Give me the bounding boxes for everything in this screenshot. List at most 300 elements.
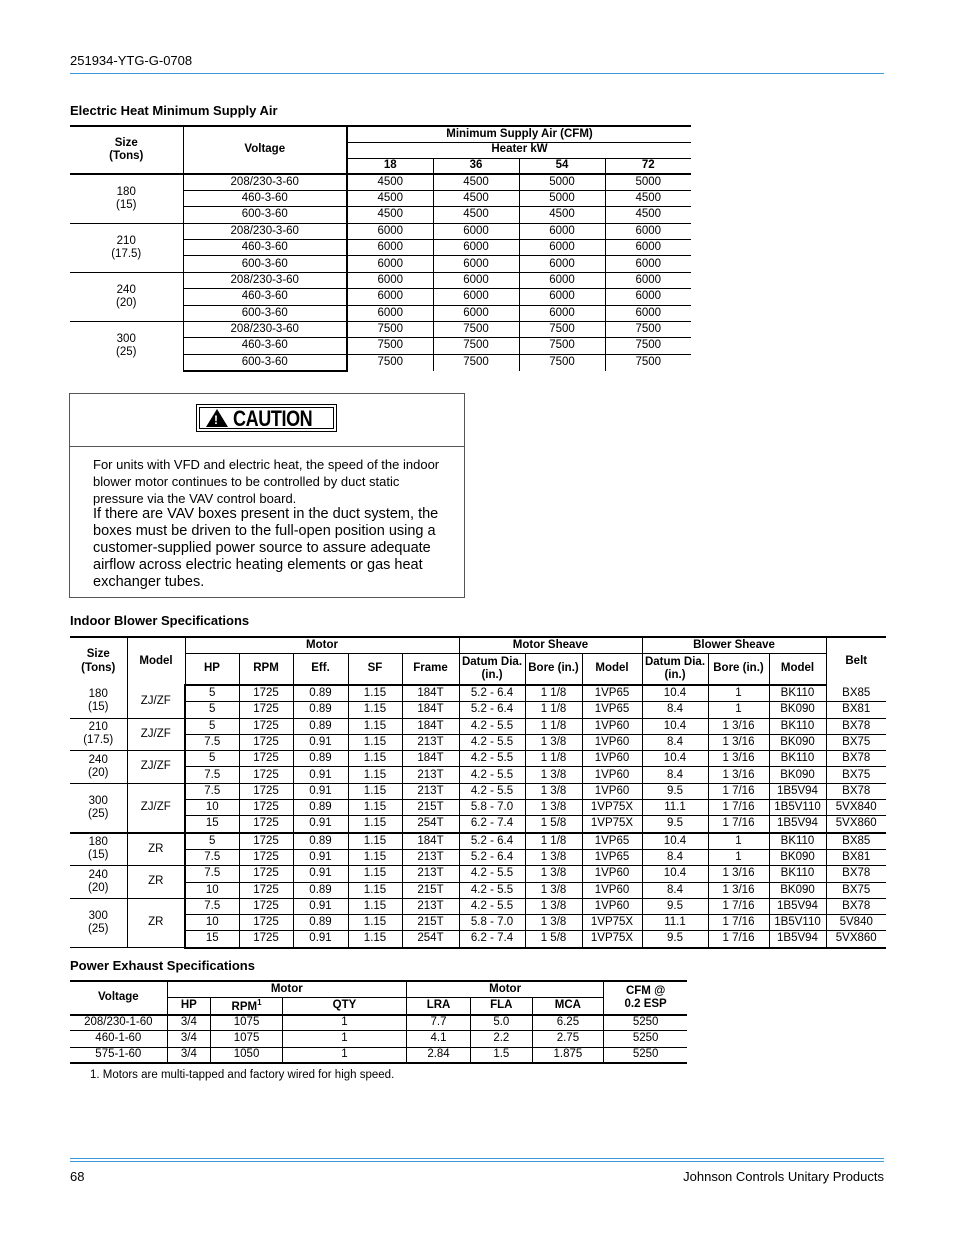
- cfm-cell: 6000: [605, 240, 691, 256]
- frame-cell: 215T: [402, 800, 459, 816]
- blower-sheave-model-cell: BK090: [769, 849, 826, 865]
- blower-bore-cell: 1 7/16: [708, 898, 769, 914]
- motor-datum-cell: 5.2 - 6.4: [459, 849, 525, 865]
- belt-cell: BX81: [826, 849, 886, 865]
- cfm-cell: 6000: [519, 223, 605, 239]
- header-motor-1: Motor: [167, 981, 406, 997]
- cfm-cell: 7500: [433, 354, 519, 370]
- header-motor-sheave: Motor Sheave: [459, 637, 642, 653]
- blower-bore-cell: 1 3/16: [708, 882, 769, 898]
- header-voltage: Voltage: [70, 981, 167, 1015]
- motor-sheave-model-cell: 1VP60: [582, 734, 642, 750]
- blower-datum-cell: 10.4: [642, 751, 708, 767]
- size-cell: [70, 751, 127, 784]
- rpm-cell: 1725: [239, 734, 293, 750]
- motor-datum-cell: 5.8 - 7.0: [459, 915, 525, 931]
- cfm-cell: 6000: [347, 272, 433, 288]
- cfm-cell: 6000: [605, 289, 691, 305]
- caution-paragraph-2: If there are VAV boxes present in the duct system, the boxes must be driven to the full-open position using a customer-supplied power source to assure adequate airflow across electric heating elements or gas heat exchanger tubes.: [93, 506, 439, 590]
- hp-cell: 3/4: [167, 1015, 210, 1031]
- footnote: 1. Motors are multi-tapped and factory wired for high speed.: [90, 1069, 395, 1081]
- eff-cell: 0.91: [293, 767, 348, 783]
- table-row: [70, 1047, 687, 1063]
- sf-cell: 1.15: [348, 767, 402, 783]
- belt-cell: 5VX860: [826, 816, 886, 833]
- belt-cell: BX75: [826, 734, 886, 750]
- rpm-cell: 1725: [239, 685, 293, 702]
- size-value: 210: [88, 721, 108, 734]
- fla-cell: 5.0: [471, 1015, 532, 1031]
- caution-badge: ! CAUTION: [196, 404, 337, 432]
- header-blower-sheave: Blower Sheave: [642, 637, 826, 653]
- motor-sheave-model-cell: 1VP75X: [582, 800, 642, 816]
- tons-value: (25): [88, 923, 109, 936]
- hp-cell: 7.5: [185, 898, 239, 914]
- table-row: [70, 800, 886, 816]
- size-value: 180: [88, 688, 108, 701]
- rpm-cell: 1725: [239, 931, 293, 948]
- motor-sheave-model-cell: 1VP65: [582, 702, 642, 718]
- cfm-cell: 4500: [605, 190, 691, 206]
- rpm-cell: 1725: [239, 702, 293, 718]
- table-row: [70, 702, 886, 718]
- voltage-cell: 208/230-3-60: [183, 272, 347, 288]
- motor-sheave-model-cell: 1VP65: [582, 849, 642, 865]
- motor-datum-cell: 6.2 - 7.4: [459, 816, 525, 833]
- size-cell: [70, 685, 127, 718]
- motor-sheave-model-cell: 1VP65: [582, 833, 642, 850]
- motor-bore-cell: 1 3/8: [525, 915, 582, 931]
- cfm-cell: 6000: [605, 272, 691, 288]
- header-rpm: RPM$^1$: [211, 997, 283, 1015]
- rpm-cell: 1725: [239, 915, 293, 931]
- cfm-cell: 7500: [605, 322, 691, 338]
- cfm-cell: 6000: [519, 289, 605, 305]
- header-voltage: Voltage: [183, 126, 347, 174]
- sf-cell: 1.15: [348, 915, 402, 931]
- model-cell: ZJ/ZF: [127, 718, 185, 751]
- frame-cell: 213T: [402, 783, 459, 799]
- size-cell: [70, 866, 127, 899]
- rpm-cell: 1725: [239, 767, 293, 783]
- belt-cell: 5VX840: [826, 800, 886, 816]
- belt-cell: BX75: [826, 767, 886, 783]
- voltage-cell: 600-3-60: [183, 305, 347, 321]
- cfm-cell: 7500: [519, 354, 605, 370]
- blower-sheave-model-cell: BK110: [769, 751, 826, 767]
- blower-datum-cell: 8.4: [642, 849, 708, 865]
- electric-heat-title: Electric Heat Minimum Supply Air: [70, 103, 278, 118]
- rpm-cell: 1725: [239, 898, 293, 914]
- frame-cell: 184T: [402, 751, 459, 767]
- size-cell: [70, 223, 183, 272]
- voltage-cell: 600-3-60: [183, 207, 347, 223]
- blower-bore-cell: 1: [708, 833, 769, 850]
- cfm-cell: 4500: [433, 190, 519, 206]
- hp-cell: 7.5: [185, 849, 239, 865]
- hp-cell: 10: [185, 882, 239, 898]
- header-qty: QTY: [283, 997, 407, 1015]
- blower-bore-cell: 1 3/16: [708, 751, 769, 767]
- table-row: [70, 898, 886, 914]
- size-value: 180: [116, 185, 136, 198]
- blower-sheave-model-cell: BK090: [769, 734, 826, 750]
- header-rule: [70, 73, 884, 74]
- frame-cell: 213T: [402, 734, 459, 750]
- company-name: Johnson Controls Unitary Products: [683, 1169, 884, 1184]
- eff-cell: 0.91: [293, 866, 348, 882]
- header-rpm: RPM: [239, 653, 293, 685]
- motor-datum-cell: 5.2 - 6.4: [459, 702, 525, 718]
- cfm-cell: 4500: [347, 207, 433, 223]
- table-row: [70, 272, 691, 288]
- header-model: Model: [127, 637, 185, 685]
- frame-cell: 215T: [402, 882, 459, 898]
- motor-sheave-model-cell: 1VP60: [582, 898, 642, 914]
- motor-bore-cell: 1 3/8: [525, 849, 582, 865]
- header-fla: FLA: [471, 997, 532, 1015]
- blower-spec-table: [70, 636, 886, 949]
- hp-cell: 7.5: [185, 767, 239, 783]
- hp-cell: 7.5: [185, 783, 239, 799]
- header-motor-bore: Bore (in.): [525, 653, 582, 685]
- caution-label: CAUTION: [233, 406, 313, 431]
- motor-sheave-model-cell: 1VP65: [582, 685, 642, 702]
- hp-cell: 5: [185, 702, 239, 718]
- motor-bore-cell: 1 5/8: [525, 816, 582, 833]
- blower-bore-cell: 1 7/16: [708, 800, 769, 816]
- rpm-cell: 1075: [211, 1015, 283, 1031]
- motor-sheave-model-cell: 1VP75X: [582, 915, 642, 931]
- header-motor-sheave-model: Model: [582, 653, 642, 685]
- rpm-cell: 1725: [239, 800, 293, 816]
- lra-cell: 7.7: [406, 1015, 470, 1031]
- table-row: [70, 685, 886, 702]
- blower-sheave-model-cell: BK110: [769, 866, 826, 882]
- blower-datum-cell: 9.5: [642, 931, 708, 948]
- header-min-supply-air: Minimum Supply Air (CFM): [347, 126, 691, 142]
- model-cell: ZJ/ZF: [127, 783, 185, 832]
- belt-cell: 5VX860: [826, 931, 886, 948]
- tons-value: (20): [88, 882, 109, 895]
- tons-value: (20): [88, 766, 109, 779]
- frame-cell: 184T: [402, 685, 459, 702]
- sf-cell: 1.15: [348, 816, 402, 833]
- blower-sheave-model-cell: 1B5V94: [769, 898, 826, 914]
- table-row: [70, 223, 691, 239]
- cfm-cell: 5250: [604, 1047, 687, 1063]
- size-cell: [70, 898, 127, 947]
- model-cell: ZJ/ZF: [127, 751, 185, 784]
- table-row: [70, 1015, 687, 1031]
- cfm-cell: 6000: [519, 256, 605, 272]
- size-value: 240: [88, 868, 108, 881]
- table-row: [70, 322, 691, 338]
- voltage-cell: 460-3-60: [183, 190, 347, 206]
- cfm-cell: 6000: [519, 240, 605, 256]
- table-row: [70, 816, 886, 833]
- header-motor-2: Motor: [406, 981, 603, 997]
- sf-cell: 1.15: [348, 718, 402, 734]
- voltage-cell: 208/230-3-60: [183, 174, 347, 190]
- cfm-cell: 6000: [605, 223, 691, 239]
- sf-cell: 1.15: [348, 800, 402, 816]
- sf-cell: 1.15: [348, 882, 402, 898]
- blower-datum-cell: 9.5: [642, 898, 708, 914]
- lra-cell: 2.84: [406, 1047, 470, 1063]
- blower-bore-cell: 1 3/16: [708, 734, 769, 750]
- frame-cell: 213T: [402, 866, 459, 882]
- table-row: [70, 718, 886, 734]
- header-motor-datum: Datum Dia. (in.): [459, 653, 525, 685]
- tons-value: (25): [88, 807, 109, 820]
- frame-cell: 215T: [402, 915, 459, 931]
- table-row: [70, 734, 886, 750]
- cfm-cell: 7500: [347, 338, 433, 354]
- table-row: [70, 833, 886, 850]
- tons-value: (15): [88, 849, 109, 862]
- motor-sheave-model-cell: 1VP60: [582, 751, 642, 767]
- motor-bore-cell: 1 3/8: [525, 767, 582, 783]
- motor-bore-cell: 1 1/8: [525, 751, 582, 767]
- cfm-cell: 5250: [604, 1015, 687, 1031]
- belt-cell: BX85: [826, 685, 886, 702]
- power-exhaust-table: [70, 980, 687, 1064]
- fla-cell: 2.2: [471, 1031, 532, 1047]
- voltage-cell: 208/230-3-60: [183, 223, 347, 239]
- blower-sheave-model-cell: 1B5V94: [769, 816, 826, 833]
- rpm-cell: 1725: [239, 866, 293, 882]
- blower-sheave-model-cell: 1B5V110: [769, 800, 826, 816]
- cfm-cell: 5000: [519, 174, 605, 190]
- header-cfm: CFM @ 0.2 ESP: [604, 981, 687, 1015]
- size-value: 300: [88, 909, 108, 922]
- cfm-cell: 6000: [519, 305, 605, 321]
- cfm-cell: 5250: [604, 1031, 687, 1047]
- sf-cell: 1.15: [348, 783, 402, 799]
- frame-cell: 184T: [402, 833, 459, 850]
- rpm-cell: 1725: [239, 849, 293, 865]
- size-cell: [70, 174, 183, 223]
- blower-sheave-model-cell: BK110: [769, 718, 826, 734]
- size-cell: [70, 783, 127, 832]
- rpm-cell: 1050: [211, 1047, 283, 1063]
- model-cell: ZR: [127, 866, 185, 899]
- size-cell: [70, 322, 183, 371]
- cfm-cell: 6000: [347, 240, 433, 256]
- blower-title: Indoor Blower Specifications: [70, 613, 250, 628]
- size-cell: [70, 718, 127, 751]
- cfm-cell: 6000: [347, 256, 433, 272]
- hp-cell: 3/4: [167, 1047, 210, 1063]
- motor-datum-cell: 4.2 - 5.5: [459, 882, 525, 898]
- qty-cell: 1: [283, 1015, 407, 1031]
- belt-cell: BX81: [826, 702, 886, 718]
- blower-datum-cell: 8.4: [642, 882, 708, 898]
- lra-cell: 4.1: [406, 1031, 470, 1047]
- motor-datum-cell: 4.2 - 5.5: [459, 898, 525, 914]
- header-blower-bore: Bore (in.): [708, 653, 769, 685]
- belt-cell: BX75: [826, 882, 886, 898]
- cfm-cell: 6000: [347, 289, 433, 305]
- motor-sheave-model-cell: 1VP60: [582, 767, 642, 783]
- frame-cell: 213T: [402, 898, 459, 914]
- tons-value: (15): [116, 198, 137, 211]
- exhaust-title: Power Exhaust Specifications: [70, 958, 255, 973]
- header-lra: LRA: [406, 997, 470, 1015]
- cfm-cell: 7500: [605, 338, 691, 354]
- hp-cell: 7.5: [185, 866, 239, 882]
- mca-cell: 1.875: [532, 1047, 604, 1063]
- size-cell: [70, 272, 183, 321]
- header-mca: MCA: [532, 997, 604, 1015]
- hp-cell: 15: [185, 931, 239, 948]
- blower-datum-cell: 10.4: [642, 685, 708, 702]
- motor-datum-cell: 4.2 - 5.5: [459, 751, 525, 767]
- motor-bore-cell: 1 1/8: [525, 833, 582, 850]
- size-value: 300: [116, 333, 136, 346]
- cfm-cell: 7500: [433, 322, 519, 338]
- motor-sheave-model-cell: 1VP60: [582, 866, 642, 882]
- header-size: Size (Tons): [70, 637, 127, 685]
- cfm-cell: 7500: [433, 338, 519, 354]
- motor-bore-cell: 1 3/8: [525, 882, 582, 898]
- size-value: 210: [116, 234, 136, 247]
- size-value: 240: [116, 283, 136, 296]
- header-kw: 72: [605, 158, 691, 174]
- voltage-cell: 460-1-60: [70, 1031, 167, 1047]
- eff-cell: 0.91: [293, 816, 348, 833]
- hp-cell: 3/4: [167, 1031, 210, 1047]
- belt-cell: BX78: [826, 898, 886, 914]
- eff-cell: 0.89: [293, 915, 348, 931]
- blower-sheave-model-cell: BK110: [769, 833, 826, 850]
- motor-datum-cell: 4.2 - 5.5: [459, 718, 525, 734]
- model-cell: ZJ/ZF: [127, 685, 185, 718]
- motor-sheave-model-cell: 1VP60: [582, 783, 642, 799]
- rpm-cell: 1725: [239, 833, 293, 850]
- voltage-cell: 460-3-60: [183, 240, 347, 256]
- mca-cell: 2.75: [532, 1031, 604, 1047]
- motor-bore-cell: 1 3/8: [525, 783, 582, 799]
- frame-cell: 254T: [402, 931, 459, 948]
- frame-cell: 184T: [402, 718, 459, 734]
- cfm-cell: 7500: [519, 338, 605, 354]
- motor-sheave-model-cell: 1VP75X: [582, 816, 642, 833]
- blower-sheave-model-cell: BK110: [769, 685, 826, 702]
- cfm-cell: 7500: [519, 322, 605, 338]
- blower-sheave-model-cell: 1B5V94: [769, 931, 826, 948]
- cfm-cell: 4500: [433, 174, 519, 190]
- motor-bore-cell: 1 1/8: [525, 702, 582, 718]
- sf-cell: 1.15: [348, 849, 402, 865]
- caution-box: [69, 393, 465, 598]
- belt-cell: BX78: [826, 718, 886, 734]
- header-belt: Belt: [826, 637, 886, 685]
- blower-datum-cell: 9.5: [642, 783, 708, 799]
- size-value: 300: [88, 794, 108, 807]
- cfm-cell: 6000: [347, 305, 433, 321]
- blower-datum-cell: 8.4: [642, 702, 708, 718]
- eff-cell: 0.89: [293, 833, 348, 850]
- motor-bore-cell: 1 3/8: [525, 734, 582, 750]
- motor-sheave-model-cell: 1VP60: [582, 882, 642, 898]
- motor-datum-cell: 4.2 - 5.5: [459, 734, 525, 750]
- blower-sheave-model-cell: BK090: [769, 882, 826, 898]
- page-number: 68: [70, 1169, 85, 1184]
- belt-cell: BX78: [826, 751, 886, 767]
- rpm-cell: 1075: [211, 1031, 283, 1047]
- voltage-cell: 208/230-3-60: [183, 322, 347, 338]
- qty-cell: 1: [283, 1047, 407, 1063]
- table-row: [70, 866, 886, 882]
- eff-cell: 0.89: [293, 751, 348, 767]
- sf-cell: 1.15: [348, 751, 402, 767]
- blower-sheave-model-cell: BK090: [769, 767, 826, 783]
- motor-bore-cell: 1 1/8: [525, 685, 582, 702]
- sf-cell: 1.15: [348, 685, 402, 702]
- model-cell: ZR: [127, 833, 185, 866]
- hp-cell: 10: [185, 800, 239, 816]
- eff-cell: 0.91: [293, 849, 348, 865]
- eff-cell: 0.91: [293, 931, 348, 948]
- eff-cell: 0.89: [293, 882, 348, 898]
- header-motor: Motor: [185, 637, 459, 653]
- header-kw: 36: [433, 158, 519, 174]
- blower-bore-cell: 1: [708, 849, 769, 865]
- frame-cell: 213T: [402, 849, 459, 865]
- table-row: [70, 751, 886, 767]
- sf-cell: 1.15: [348, 702, 402, 718]
- header-kw: 18: [347, 158, 433, 174]
- belt-cell: BX78: [826, 783, 886, 799]
- motor-bore-cell: 1 3/8: [525, 866, 582, 882]
- frame-cell: 184T: [402, 702, 459, 718]
- tons-value: (25): [116, 346, 137, 359]
- voltage-cell: 208/230-1-60: [70, 1015, 167, 1031]
- motor-datum-cell: 5.2 - 6.4: [459, 685, 525, 702]
- motor-sheave-model-cell: 1VP75X: [582, 931, 642, 948]
- rpm-cell: 1725: [239, 783, 293, 799]
- caution-paragraph-1: For units with VFD and electric heat, the speed of the indoor blower motor continues to be controlled by duct static pressure via the VAV control board.: [93, 457, 440, 506]
- table-row: [70, 915, 886, 931]
- hp-cell: 7.5: [185, 734, 239, 750]
- eff-cell: 0.89: [293, 685, 348, 702]
- motor-bore-cell: 1 5/8: [525, 931, 582, 948]
- motor-datum-cell: 4.2 - 5.5: [459, 866, 525, 882]
- header-eff: Eff.: [293, 653, 348, 685]
- header-size: Size (Tons): [70, 126, 183, 174]
- blower-datum-cell: 10.4: [642, 833, 708, 850]
- hp-cell: 5: [185, 833, 239, 850]
- header-blower-datum: Datum Dia. (in.): [642, 653, 708, 685]
- cfm-cell: 4500: [347, 174, 433, 190]
- header-heater-kw: Heater kW: [347, 142, 691, 158]
- sf-cell: 1.15: [348, 931, 402, 948]
- cfm-cell: 6000: [635, 306, 662, 319]
- cfm-cell: 4500: [433, 207, 519, 223]
- cfm-cell: 6000: [433, 256, 519, 272]
- motor-datum-cell: 4.2 - 5.5: [459, 783, 525, 799]
- voltage-cell: 600-3-60: [183, 256, 347, 272]
- header-blower-sheave-model: Model: [769, 653, 826, 685]
- tons-value: (20): [116, 296, 137, 309]
- cfm-cell: 6000: [635, 257, 662, 270]
- motor-datum-cell: 6.2 - 7.4: [459, 931, 525, 948]
- blower-datum-cell: 11.1: [642, 915, 708, 931]
- blower-datum-cell: 10.4: [642, 718, 708, 734]
- blower-bore-cell: 1 7/16: [708, 783, 769, 799]
